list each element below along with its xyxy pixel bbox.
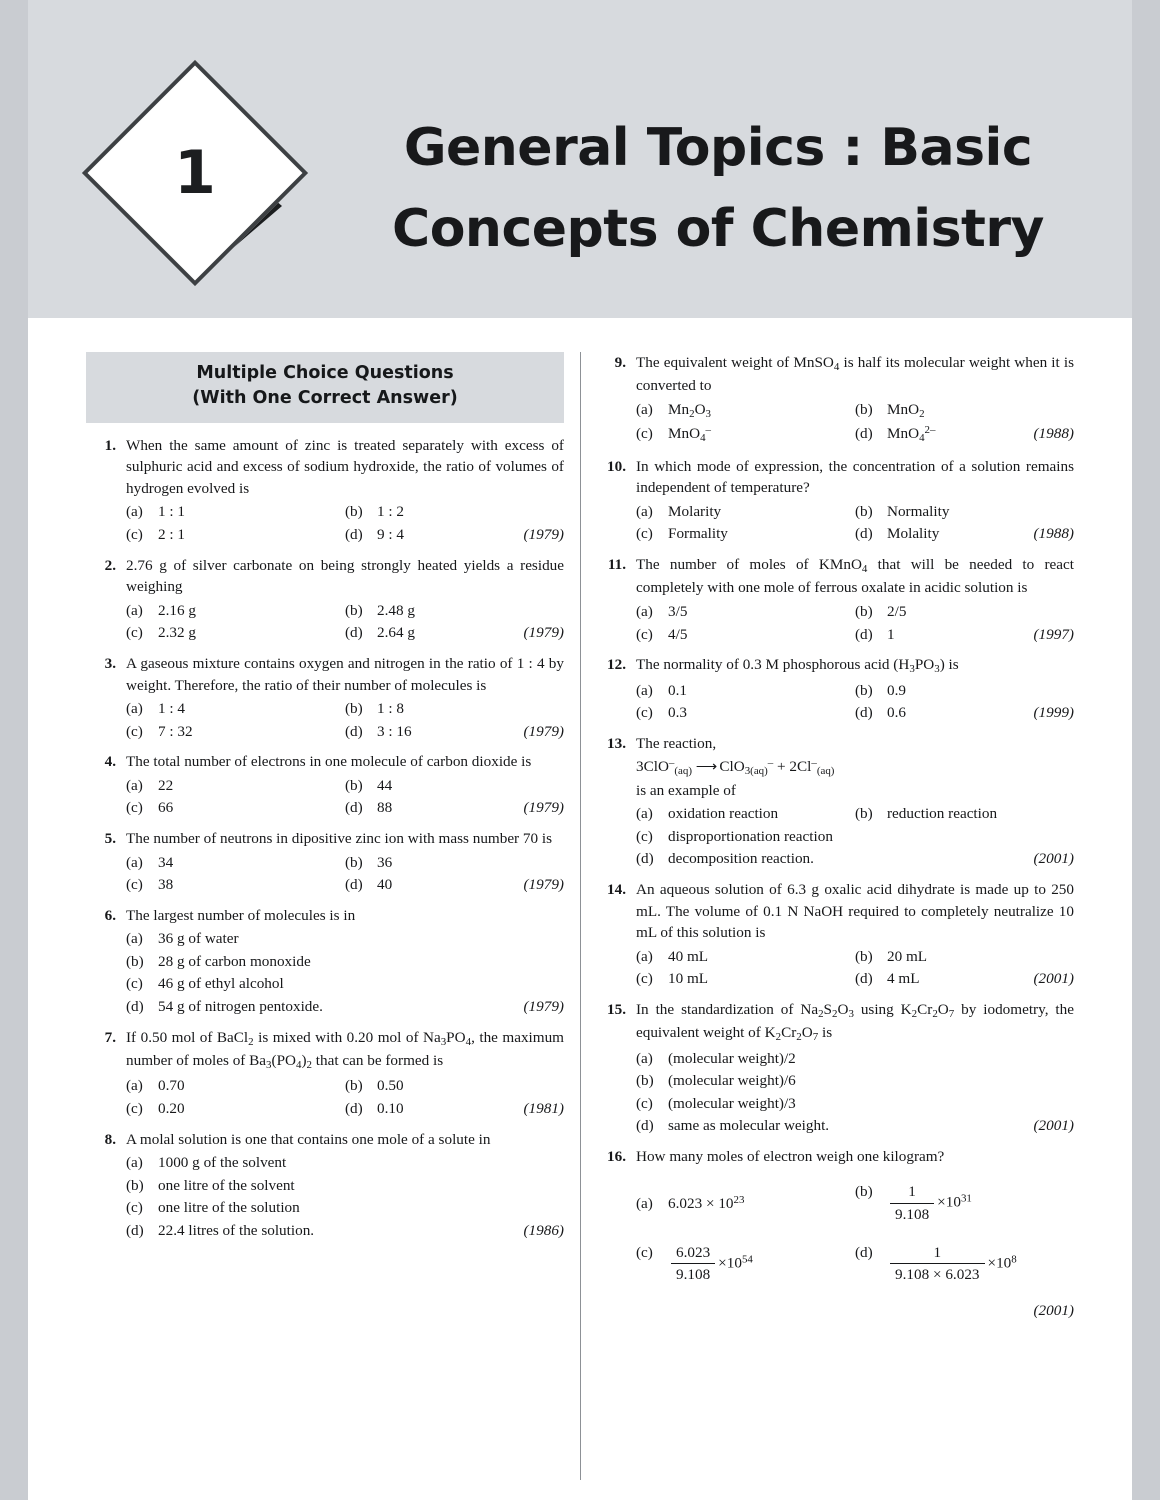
option-d[interactable] <box>636 848 1074 870</box>
chapter-number: 1 <box>174 138 216 208</box>
question-number: 9. <box>614 354 626 371</box>
option-b[interactable] <box>345 852 564 874</box>
option-label-b: (b) <box>855 602 873 620</box>
exam-year: (1999) <box>1033 704 1074 722</box>
option-label-a: (a) <box>126 700 143 718</box>
question-number: 10. <box>607 457 626 475</box>
question-stem: A molal solution is one that contains one mole of a solute in <box>126 1130 491 1148</box>
fraction: $\frac{6.023}{9.108}$ <box>671 1242 715 1286</box>
question-1 <box>86 435 564 546</box>
option-text: 0.9 <box>887 681 906 699</box>
option-label-b: (b) <box>855 1183 873 1201</box>
option-label-a: (a) <box>636 1049 653 1067</box>
option-text: 2 : 1 <box>158 526 186 544</box>
option-list <box>636 946 1074 990</box>
option-label-d: (d) <box>855 970 873 988</box>
option-label-a: (a) <box>126 853 143 871</box>
option-label-a: (a) <box>636 1194 653 1212</box>
option-c[interactable] <box>636 523 855 545</box>
option-d[interactable] <box>636 1115 1074 1137</box>
option-text: Molarity <box>668 502 722 520</box>
fraction: $\frac{1}{9.108 \times 6.023}$ <box>890 1242 985 1286</box>
exam-year: (2001) <box>1033 1117 1074 1135</box>
option-text: Normality <box>887 502 950 520</box>
exam-year: (1988) <box>1033 425 1074 443</box>
question-2 <box>86 555 564 644</box>
question-stem: The number of neutrons in dipositive zinc ion with mass number 70 is <box>126 830 553 847</box>
option-c[interactable] <box>636 826 1074 848</box>
option-label-b: (b) <box>855 502 873 520</box>
option-d[interactable] <box>126 996 564 1018</box>
option-label-d: (d) <box>345 722 363 740</box>
option-b[interactable] <box>855 601 1074 623</box>
option-label-c: (c) <box>636 1243 653 1261</box>
reaction-arrow-icon: ⟶ <box>695 758 716 776</box>
left-column <box>86 352 564 1250</box>
exam-year: (1981) <box>523 1099 564 1117</box>
question-13 <box>596 733 1074 870</box>
exam-year: (1979) <box>523 876 564 894</box>
option-label-d: (d) <box>855 425 873 443</box>
option-list <box>636 1048 1074 1137</box>
option-label-d: (d) <box>855 1243 873 1261</box>
option-text: disproportionation reaction <box>668 827 833 845</box>
question-16 <box>596 1146 1074 1319</box>
question-number: 13. <box>607 734 626 752</box>
option-c[interactable] <box>126 524 345 546</box>
option-label-d: (d) <box>345 624 363 642</box>
option-list <box>126 1152 564 1241</box>
option-b[interactable] <box>126 1175 564 1197</box>
option-d[interactable] <box>345 721 564 743</box>
option-a[interactable] <box>126 698 345 720</box>
question-4 <box>86 751 564 819</box>
section-heading-line-2: (With One Correct Answer) <box>192 388 458 409</box>
option-label-d: (d) <box>855 704 873 722</box>
option-c[interactable] <box>636 702 855 724</box>
question-6 <box>86 905 564 1018</box>
option-label-a: (a) <box>126 601 143 619</box>
option-label-b: (b) <box>126 952 144 970</box>
question-stem: The total number of electrons in one molecule of carbon dioxide is <box>126 753 532 771</box>
option-list <box>126 852 564 896</box>
question-number: 7. <box>104 1028 116 1046</box>
question-7 <box>86 1027 564 1120</box>
option-label-c: (c) <box>126 799 143 817</box>
option-text: one litre of the solvent <box>158 1176 295 1194</box>
option-label-b: (b) <box>855 947 873 965</box>
option-text: 0.10 <box>377 1099 404 1117</box>
option-label-c: (c) <box>126 1199 143 1217</box>
option-text: oxidation reaction <box>668 805 779 823</box>
question-stem: The number of moles of KMnO$_4$ that will be needed to react completely with one mole of ferrous oxalate in acidic solution is <box>636 556 1075 597</box>
option-label-c: (c) <box>636 970 653 988</box>
question-stem: 2.76 g of silver carbonate on being strongly heated yields a residue weighing <box>126 556 564 596</box>
option-b[interactable] <box>855 680 1074 702</box>
question-14 <box>596 879 1074 990</box>
option-d[interactable] <box>345 874 564 896</box>
option-text: one litre of the solution <box>158 1199 300 1217</box>
option-text: 10 mL <box>668 970 709 988</box>
option-d[interactable] <box>855 624 1074 646</box>
option-a[interactable]: (a) $Mn_2O_3$ <box>636 400 712 420</box>
option-d[interactable] <box>345 622 564 644</box>
option-label-a: (a) <box>636 602 653 620</box>
chapter-title-line-1: General Topics : Basic <box>403 118 1033 178</box>
option-label-a: (a) <box>636 400 653 418</box>
option-list <box>636 803 1074 870</box>
option-label-c: (c) <box>636 425 653 443</box>
question-12 <box>596 654 1074 724</box>
option-text: 0.20 <box>158 1099 185 1117</box>
exam-year: (1979) <box>523 799 564 817</box>
option-label-c: (c) <box>126 624 143 642</box>
option-c[interactable]: (c) $\frac{6.023}{9.108}$ $\times 10^{54}$ <box>636 1242 855 1286</box>
question-8 <box>86 1129 564 1242</box>
option-text: 9 : 4 <box>377 526 405 544</box>
exam-year: (1979) <box>523 526 564 544</box>
option-label-b: (b) <box>345 776 363 794</box>
exam-year: (2001) <box>1033 850 1074 868</box>
question-stem-tail: that will be needed to react completely with one mole of ferrous oxalate in acidic solution is <box>636 556 1075 597</box>
question-10 <box>596 456 1074 545</box>
option-d[interactable] <box>855 523 1074 545</box>
option-text: 1000 g of the solvent <box>158 1154 287 1172</box>
option-label-a: (a) <box>636 947 653 965</box>
option-a[interactable] <box>636 680 855 702</box>
option-label-a: (a) <box>636 502 653 520</box>
question-stem: The normality of 0.3 M phosphorous acid $(H_3PO_3)$ is <box>636 656 959 675</box>
exam-year: (1979) <box>523 998 564 1016</box>
question-15 <box>596 999 1074 1137</box>
option-label-b: (b) <box>345 1077 363 1095</box>
option-d[interactable]: (d) MnO$_4^{2-}$ (1988) <box>855 424 1074 445</box>
option-text: 22.4 litres of the solution. <box>158 1221 315 1239</box>
option-c[interactable] <box>126 1197 564 1219</box>
exam-year: (1979) <box>523 624 564 642</box>
question-stem: In the standardization of $Na_2S_2O_3$ using $K_2Cr_2O_7$ by iodometry, the equivalent weight of $K_2Cr_2O_7$ is <box>636 1000 1074 1044</box>
option-text: 4/5 <box>668 625 688 643</box>
question-number: 1. <box>104 436 116 454</box>
question-number: 14. <box>607 880 626 898</box>
option-label-c: (c) <box>126 975 143 993</box>
question-stem-tail: is half its molecular weight when it is converted to <box>636 354 1075 395</box>
question-stem: The equivalent weight of MnSO$_4$ is half its molecular weight when it is converted to <box>636 354 1075 395</box>
option-label-a: (a) <box>126 1077 143 1095</box>
page-title <box>348 108 1088 269</box>
option-label-a: (a) <box>126 1154 143 1172</box>
option-label-d: (d) <box>636 850 654 868</box>
exam-year: (1997) <box>1033 625 1074 643</box>
option-text: 2.32 g <box>158 624 196 642</box>
option-b[interactable] <box>345 600 564 622</box>
option-a[interactable] <box>126 1075 345 1097</box>
option-text: same as molecular weight. <box>668 1117 830 1135</box>
option-label-b: (b) <box>855 805 873 823</box>
question-stem: In which mode of expression, the concentration of a solution remains independent of temperature? <box>636 457 1074 497</box>
option-text: Molality <box>887 525 940 543</box>
option-b[interactable]: (b) MnO$_2$ <box>855 400 925 420</box>
question-stem: The reaction, <box>636 734 717 752</box>
option-label-b: (b) <box>345 601 363 619</box>
option-a[interactable] <box>126 1152 564 1174</box>
question-number: 12. <box>607 656 626 674</box>
question-stem: The largest number of molecules is in <box>126 906 356 924</box>
option-text: 0.50 <box>377 1077 404 1095</box>
option-label-d: (d) <box>855 525 873 543</box>
right-column <box>596 352 1074 1321</box>
option-b[interactable]: (b) $\frac{1}{9.108}$ $\times 10^{31}$ <box>855 1181 1074 1225</box>
option-label-a: (a) <box>126 930 143 948</box>
option-list <box>126 698 564 742</box>
option-text: 54 g of nitrogen pentoxide. <box>158 998 323 1016</box>
option-text: 1 : 8 <box>377 700 405 718</box>
option-label-c: (c) <box>636 704 653 722</box>
option-text: (molecular weight)/2 <box>668 1049 796 1067</box>
option-label-b: (b) <box>345 700 363 718</box>
option-text: decomposition reaction. <box>668 850 814 868</box>
option-text: 36 g of water <box>158 930 239 948</box>
exam-year: (2001) <box>1033 1301 1074 1319</box>
exam-year: (1988) <box>1033 525 1074 543</box>
question-3 <box>86 653 564 742</box>
option-d[interactable] <box>345 1098 564 1120</box>
option-a[interactable] <box>636 601 855 623</box>
question-stem: If 0.50 mol of BaCl$_2$ is mixed with 0.20 mol of $Na_3PO_4$, the maximum number of moles of $Ba_3(PO_4)_2$ that can be formed is <box>126 1028 564 1071</box>
option-b[interactable] <box>345 775 564 797</box>
option-label-b: (b) <box>345 853 363 871</box>
document-page <box>28 0 1132 1500</box>
question-stem: An aqueous solution of 6.3 g oxalic acid dihydrate is made up to 250 mL. The volume of 0.1 N NaOH required to completely neutralize 10 mL of this solution is <box>636 880 1074 942</box>
column-divider <box>580 352 581 1480</box>
reaction-equation: 3ClO–$_{(aq)}$ ⟶ $ClO_{3(aq)}^- + 2Cl^-_{(aq)}$ <box>636 757 835 778</box>
option-text: 28 g of carbon monoxide <box>158 952 311 970</box>
option-label-c: (c) <box>126 1099 143 1117</box>
option-label-d: (d) <box>345 876 363 894</box>
option-text: 46 g of ethyl alcohol <box>158 975 284 993</box>
question-5 <box>86 828 564 896</box>
option-label-b: (b) <box>636 1072 654 1090</box>
option-label-b: (b) <box>855 681 873 699</box>
option-text: 4 mL <box>887 970 920 988</box>
option-text: (molecular weight)/6 <box>668 1072 796 1090</box>
option-d[interactable]: (d) $\frac{1}{9.108 \times 6.023}$ $\times 10^8$ <box>855 1242 1074 1286</box>
option-list <box>636 399 1074 447</box>
option-a[interactable] <box>126 775 345 797</box>
option-a[interactable] <box>126 852 345 874</box>
option-b[interactable] <box>345 1075 564 1097</box>
option-text: 20 mL <box>887 947 928 965</box>
option-text: 1 : 2 <box>377 503 405 521</box>
option-text: 0.3 <box>668 704 687 722</box>
option-c[interactable] <box>636 624 855 646</box>
question-number: 11. <box>607 556 626 574</box>
question-9 <box>596 352 1074 447</box>
option-b[interactable] <box>345 501 564 523</box>
option-label-c: (c) <box>636 525 653 543</box>
option-text: Formality <box>668 525 728 543</box>
option-text: 38 <box>158 876 174 894</box>
option-b[interactable] <box>855 946 1074 968</box>
option-list <box>126 1075 564 1119</box>
option-c[interactable] <box>126 1098 345 1120</box>
option-c[interactable] <box>126 622 345 644</box>
option-text: (molecular weight)/3 <box>668 1094 796 1112</box>
option-text: 1 <box>887 625 895 643</box>
option-label-c: (c) <box>126 722 143 740</box>
option-list <box>636 501 1074 545</box>
option-d[interactable] <box>126 1220 564 1242</box>
exam-year: (1986) <box>523 1221 564 1239</box>
question-number: 2. <box>104 556 116 574</box>
option-c[interactable] <box>126 721 345 743</box>
option-a[interactable] <box>636 1048 1074 1070</box>
option-b[interactable] <box>636 1070 1074 1092</box>
question-number: 16. <box>607 1147 626 1165</box>
option-b[interactable] <box>126 951 564 973</box>
exam-year: (1979) <box>523 722 564 740</box>
option-label-d: (d) <box>126 998 144 1016</box>
chapter-header <box>28 0 1132 318</box>
fraction: $\frac{1}{9.108}$ <box>890 1181 934 1225</box>
question-stem: How many moles of electron weigh one kilogram? <box>636 1147 945 1165</box>
option-a[interactable]: (a) $6.023 \times 10^{23}$ <box>636 1193 855 1215</box>
option-d[interactable] <box>855 702 1074 724</box>
section-heading-line-1: Multiple Choice Questions <box>196 363 454 383</box>
option-text: 66 <box>158 799 174 817</box>
option-a[interactable] <box>636 803 855 825</box>
option-list <box>636 601 1074 645</box>
option-label-d: (d) <box>126 1221 144 1239</box>
option-label-d: (d) <box>636 1117 654 1135</box>
option-text: 2.16 g <box>158 601 196 619</box>
option-label-c: (c) <box>636 827 653 845</box>
option-a[interactable] <box>636 501 855 523</box>
option-text: 34 <box>158 853 174 871</box>
option-c[interactable] <box>636 968 855 990</box>
option-text: 88 <box>377 799 393 817</box>
option-text: 2.48 g <box>377 601 415 619</box>
option-label-c: (c) <box>126 876 143 894</box>
option-text: 0.1 <box>668 681 687 699</box>
option-label-b: (b) <box>345 503 363 521</box>
question-number: 15. <box>607 1000 626 1018</box>
option-text: 22 <box>158 776 174 794</box>
option-text: 2.64 g <box>377 624 415 642</box>
question-stem: A gaseous mixture contains oxygen and nitrogen in the ratio of 1 : 4 by weight. Therefore, the ratio of their number of molecules is <box>126 654 564 694</box>
option-a[interactable] <box>636 946 855 968</box>
option-label-d: (d) <box>345 799 363 817</box>
section-heading <box>86 352 564 423</box>
option-d[interactable] <box>345 797 564 819</box>
question-number: 6. <box>104 906 116 924</box>
option-label-b: (b) <box>855 400 873 418</box>
exam-year: (2001) <box>1033 970 1074 988</box>
option-list <box>126 600 564 644</box>
option-text: 3 : 16 <box>377 722 412 740</box>
option-label-c: (c) <box>636 625 653 643</box>
option-d[interactable] <box>855 968 1074 990</box>
question-number: 8. <box>104 1130 116 1148</box>
option-label-b: (b) <box>126 1176 144 1194</box>
option-c[interactable]: (c) MnO$_4$– <box>636 424 712 445</box>
option-text: 40 <box>377 876 393 894</box>
chapter-title-line-2: Concepts of Chemistry <box>392 198 1044 259</box>
option-label-a: (a) <box>126 776 143 794</box>
option-text: reduction reaction <box>887 805 998 823</box>
option-text: 44 <box>377 776 393 794</box>
option-text: 3/5 <box>668 602 688 620</box>
option-label-d: (d) <box>855 625 873 643</box>
option-a[interactable] <box>126 928 564 950</box>
option-text: 2/5 <box>887 602 907 620</box>
option-text: 1 : 1 <box>158 503 186 521</box>
option-a[interactable] <box>126 501 345 523</box>
option-text: 0.70 <box>158 1077 185 1095</box>
option-b[interactable] <box>855 501 1074 523</box>
option-text: 36 <box>377 853 393 871</box>
question-number: 4. <box>104 753 116 771</box>
option-label-d: (d) <box>345 526 363 544</box>
option-text: 1 : 4 <box>158 700 186 718</box>
option-list <box>636 1181 1074 1319</box>
option-label-c: (c) <box>126 526 143 544</box>
question-stem-2: is an example of <box>636 781 736 799</box>
chapter-number-badge <box>100 78 290 268</box>
question-number: 5. <box>104 830 116 847</box>
option-label-a: (a) <box>636 805 653 823</box>
option-label-c: (c) <box>636 1094 653 1112</box>
question-11 <box>596 554 1074 645</box>
option-list <box>126 501 564 545</box>
option-b[interactable] <box>855 803 1074 825</box>
option-list <box>126 928 564 1017</box>
option-list <box>636 680 1074 724</box>
option-c[interactable] <box>126 874 345 896</box>
option-a[interactable] <box>126 600 345 622</box>
option-c[interactable] <box>126 797 345 819</box>
option-c[interactable] <box>126 973 564 995</box>
option-text: 7 : 32 <box>158 722 193 740</box>
option-list <box>126 775 564 819</box>
option-d[interactable] <box>345 524 564 546</box>
question-stem: When the same amount of zinc is treated separately with excess of sulphuric acid and excess of sodium hydroxide, the ratio of volumes of hydrogen evolved is <box>126 436 564 497</box>
option-label-a: (a) <box>636 681 653 699</box>
option-text: 40 mL <box>668 947 709 965</box>
option-label-d: (d) <box>345 1099 363 1117</box>
option-b[interactable] <box>345 698 564 720</box>
option-c[interactable] <box>636 1093 1074 1115</box>
option-label-a: (a) <box>126 503 143 521</box>
option-text: 0.6 <box>887 704 906 722</box>
question-number: 3. <box>104 654 116 672</box>
